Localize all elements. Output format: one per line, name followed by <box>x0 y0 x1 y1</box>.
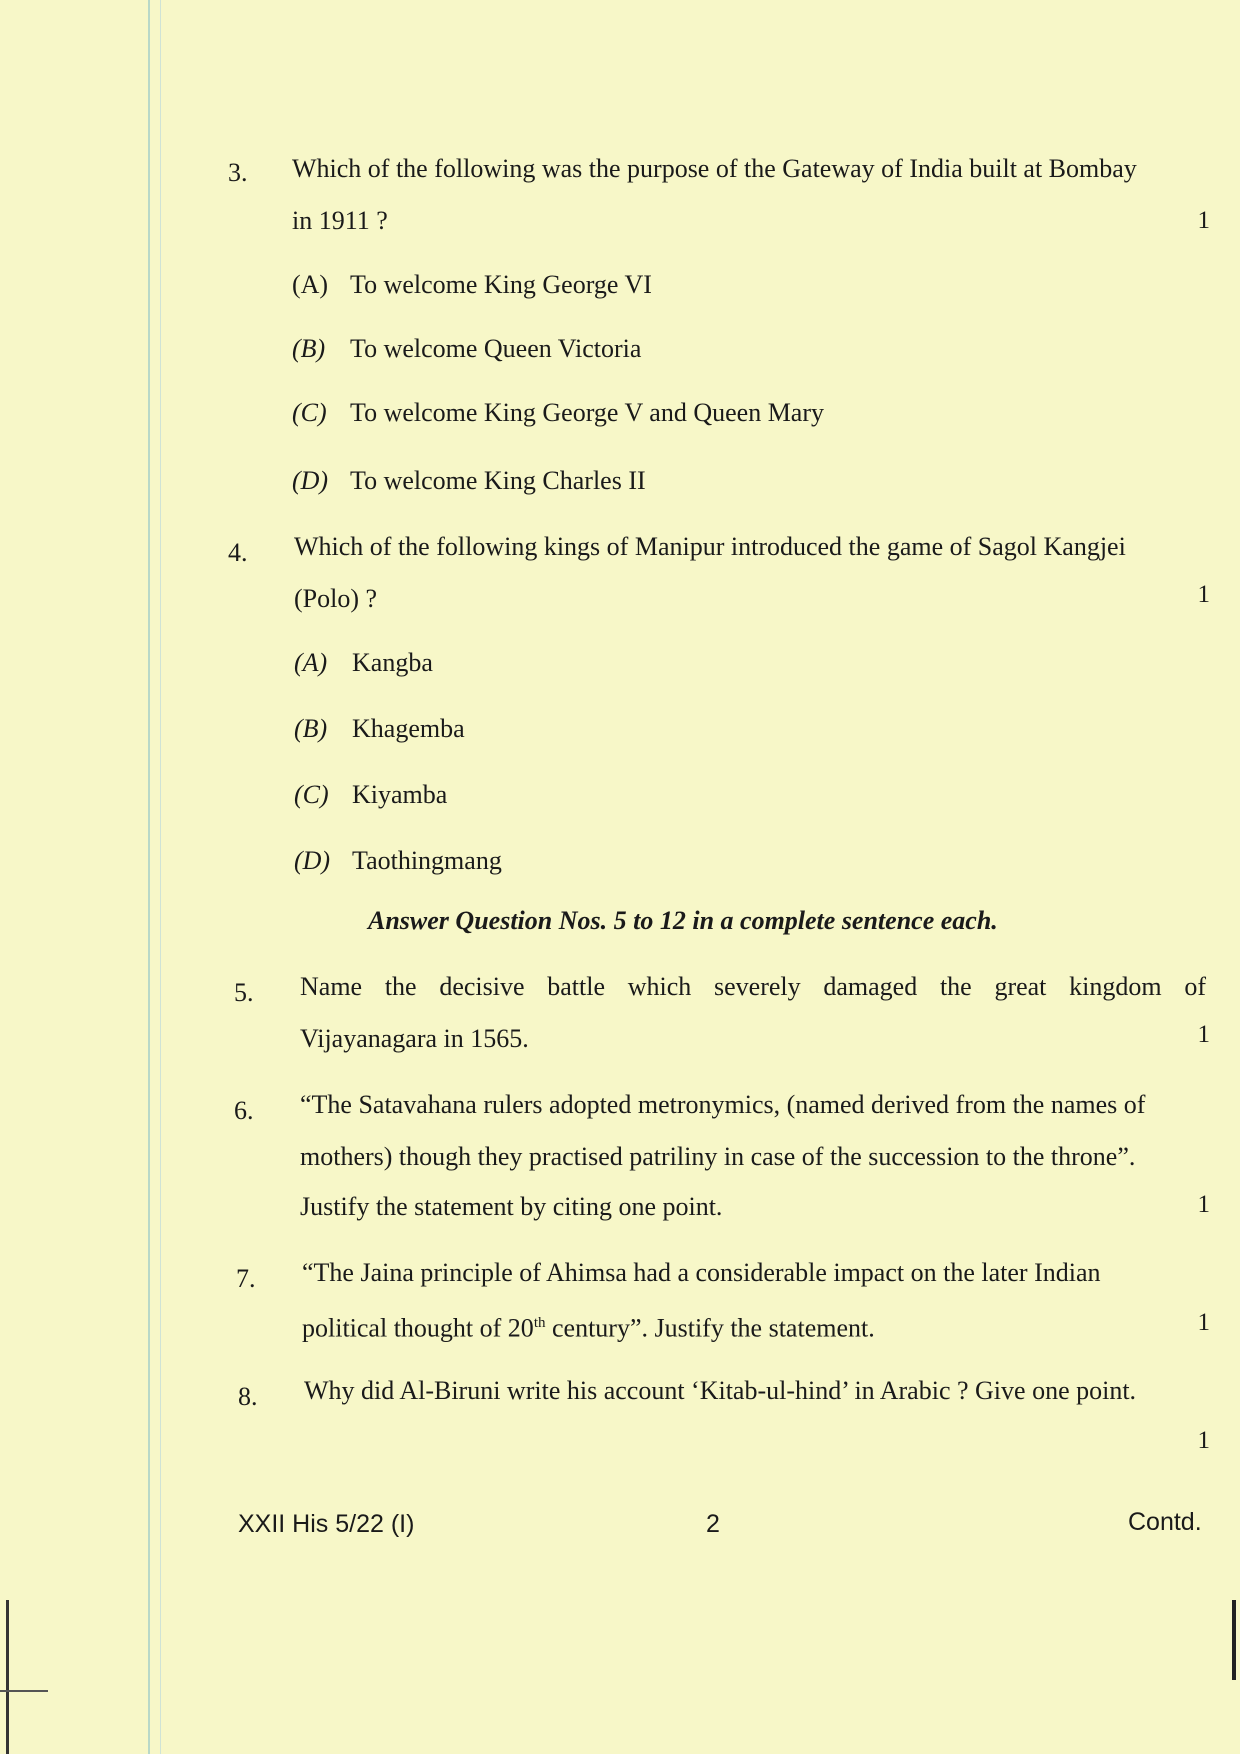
option-text: Taothingmang <box>352 846 502 875</box>
option-a <box>294 646 433 680</box>
question-number: 6. <box>234 1096 254 1125</box>
question-text-line: mothers) though they practised patriliny in case of the succession to the throne”. <box>300 1142 1136 1171</box>
marks: 1 <box>1197 1427 1210 1454</box>
paper-code: XXII His 5/22 (I) <box>238 1510 415 1538</box>
option-label: (C) <box>294 780 329 809</box>
option-label: (D) <box>292 466 329 495</box>
option-text: Khagemba <box>352 714 465 743</box>
right-edge-mark <box>1232 1600 1236 1680</box>
option-label: (B) <box>294 714 328 743</box>
question-text-line: (Polo) ? <box>294 584 378 613</box>
question-text-line: “The Satavahana rulers adopted metronymics, (named derived from the names of <box>300 1090 1146 1119</box>
question-text-line: “The Jaina principle of Ahimsa had a considerable impact on the later Indian <box>302 1258 1101 1287</box>
question-number: 5. <box>234 978 254 1007</box>
option-text: To welcome King Charles II <box>350 466 646 495</box>
text-segment: political thought of 20 <box>302 1313 534 1343</box>
option-label: (A) <box>294 648 328 677</box>
option-text: Kangba <box>352 648 433 677</box>
marks: 1 <box>1197 1191 1210 1218</box>
option-text: To welcome King George VI <box>350 270 652 299</box>
section-instruction: Answer Question Nos. 5 to 12 in a complete sentence each. <box>368 906 998 935</box>
question-text-line: Which of the following kings of Manipur introduced the game of Sagol Kangjei <box>294 532 1126 561</box>
question-text-line: Which of the following was the purpose of the Gateway of India built at Bombay <box>292 154 1137 183</box>
margin-line-inner <box>160 0 161 1754</box>
question-number: 8. <box>238 1382 258 1411</box>
option-text: To welcome King George V and Queen Mary <box>350 398 825 427</box>
option-a <box>292 268 652 302</box>
text-segment: century”. Justify the statement. <box>545 1313 875 1343</box>
question-number: 7. <box>236 1264 256 1293</box>
question-text-line: Justify the statement by citing one point. <box>300 1192 723 1221</box>
option-label: (A) <box>292 270 329 299</box>
superscript: th <box>533 1315 546 1331</box>
question-number: 4. <box>228 538 248 567</box>
option-label: (D) <box>294 846 331 875</box>
edge-tick <box>0 1690 48 1692</box>
option-text: To welcome Queen Victoria <box>350 334 642 363</box>
option-label: (C) <box>292 398 327 427</box>
option-b <box>292 332 641 366</box>
option-d <box>294 844 502 878</box>
option-c <box>292 396 824 430</box>
marks: 1 <box>1197 207 1210 234</box>
contd-label: Contd. <box>1128 1508 1202 1536</box>
option-label: (B) <box>292 334 326 363</box>
question-number: 3. <box>228 158 248 187</box>
margin-line <box>148 0 150 1754</box>
marks: 1 <box>1197 581 1210 608</box>
question-text-line: Why did Al-Biruni write his account ‘Kitab-ul-hind’ in Arabic ? Give one point. <box>304 1376 1137 1405</box>
edge-mark <box>6 1600 9 1754</box>
page-number: 2 <box>706 1510 720 1538</box>
question-text-line: Vijayanagara in 1565. <box>300 1024 529 1053</box>
option-d <box>292 464 646 498</box>
question-text-line: in 1911 ? <box>292 206 388 235</box>
marks: 1 <box>1197 1309 1210 1336</box>
option-text: Kiyamba <box>352 780 448 809</box>
question-text-line: Name the decisive battle which severely damaged the great kingdom of <box>300 972 1206 1001</box>
marks: 1 <box>1197 1021 1210 1048</box>
question-text-line <box>302 1306 875 1346</box>
option-c <box>294 778 447 812</box>
option-b <box>294 712 465 746</box>
